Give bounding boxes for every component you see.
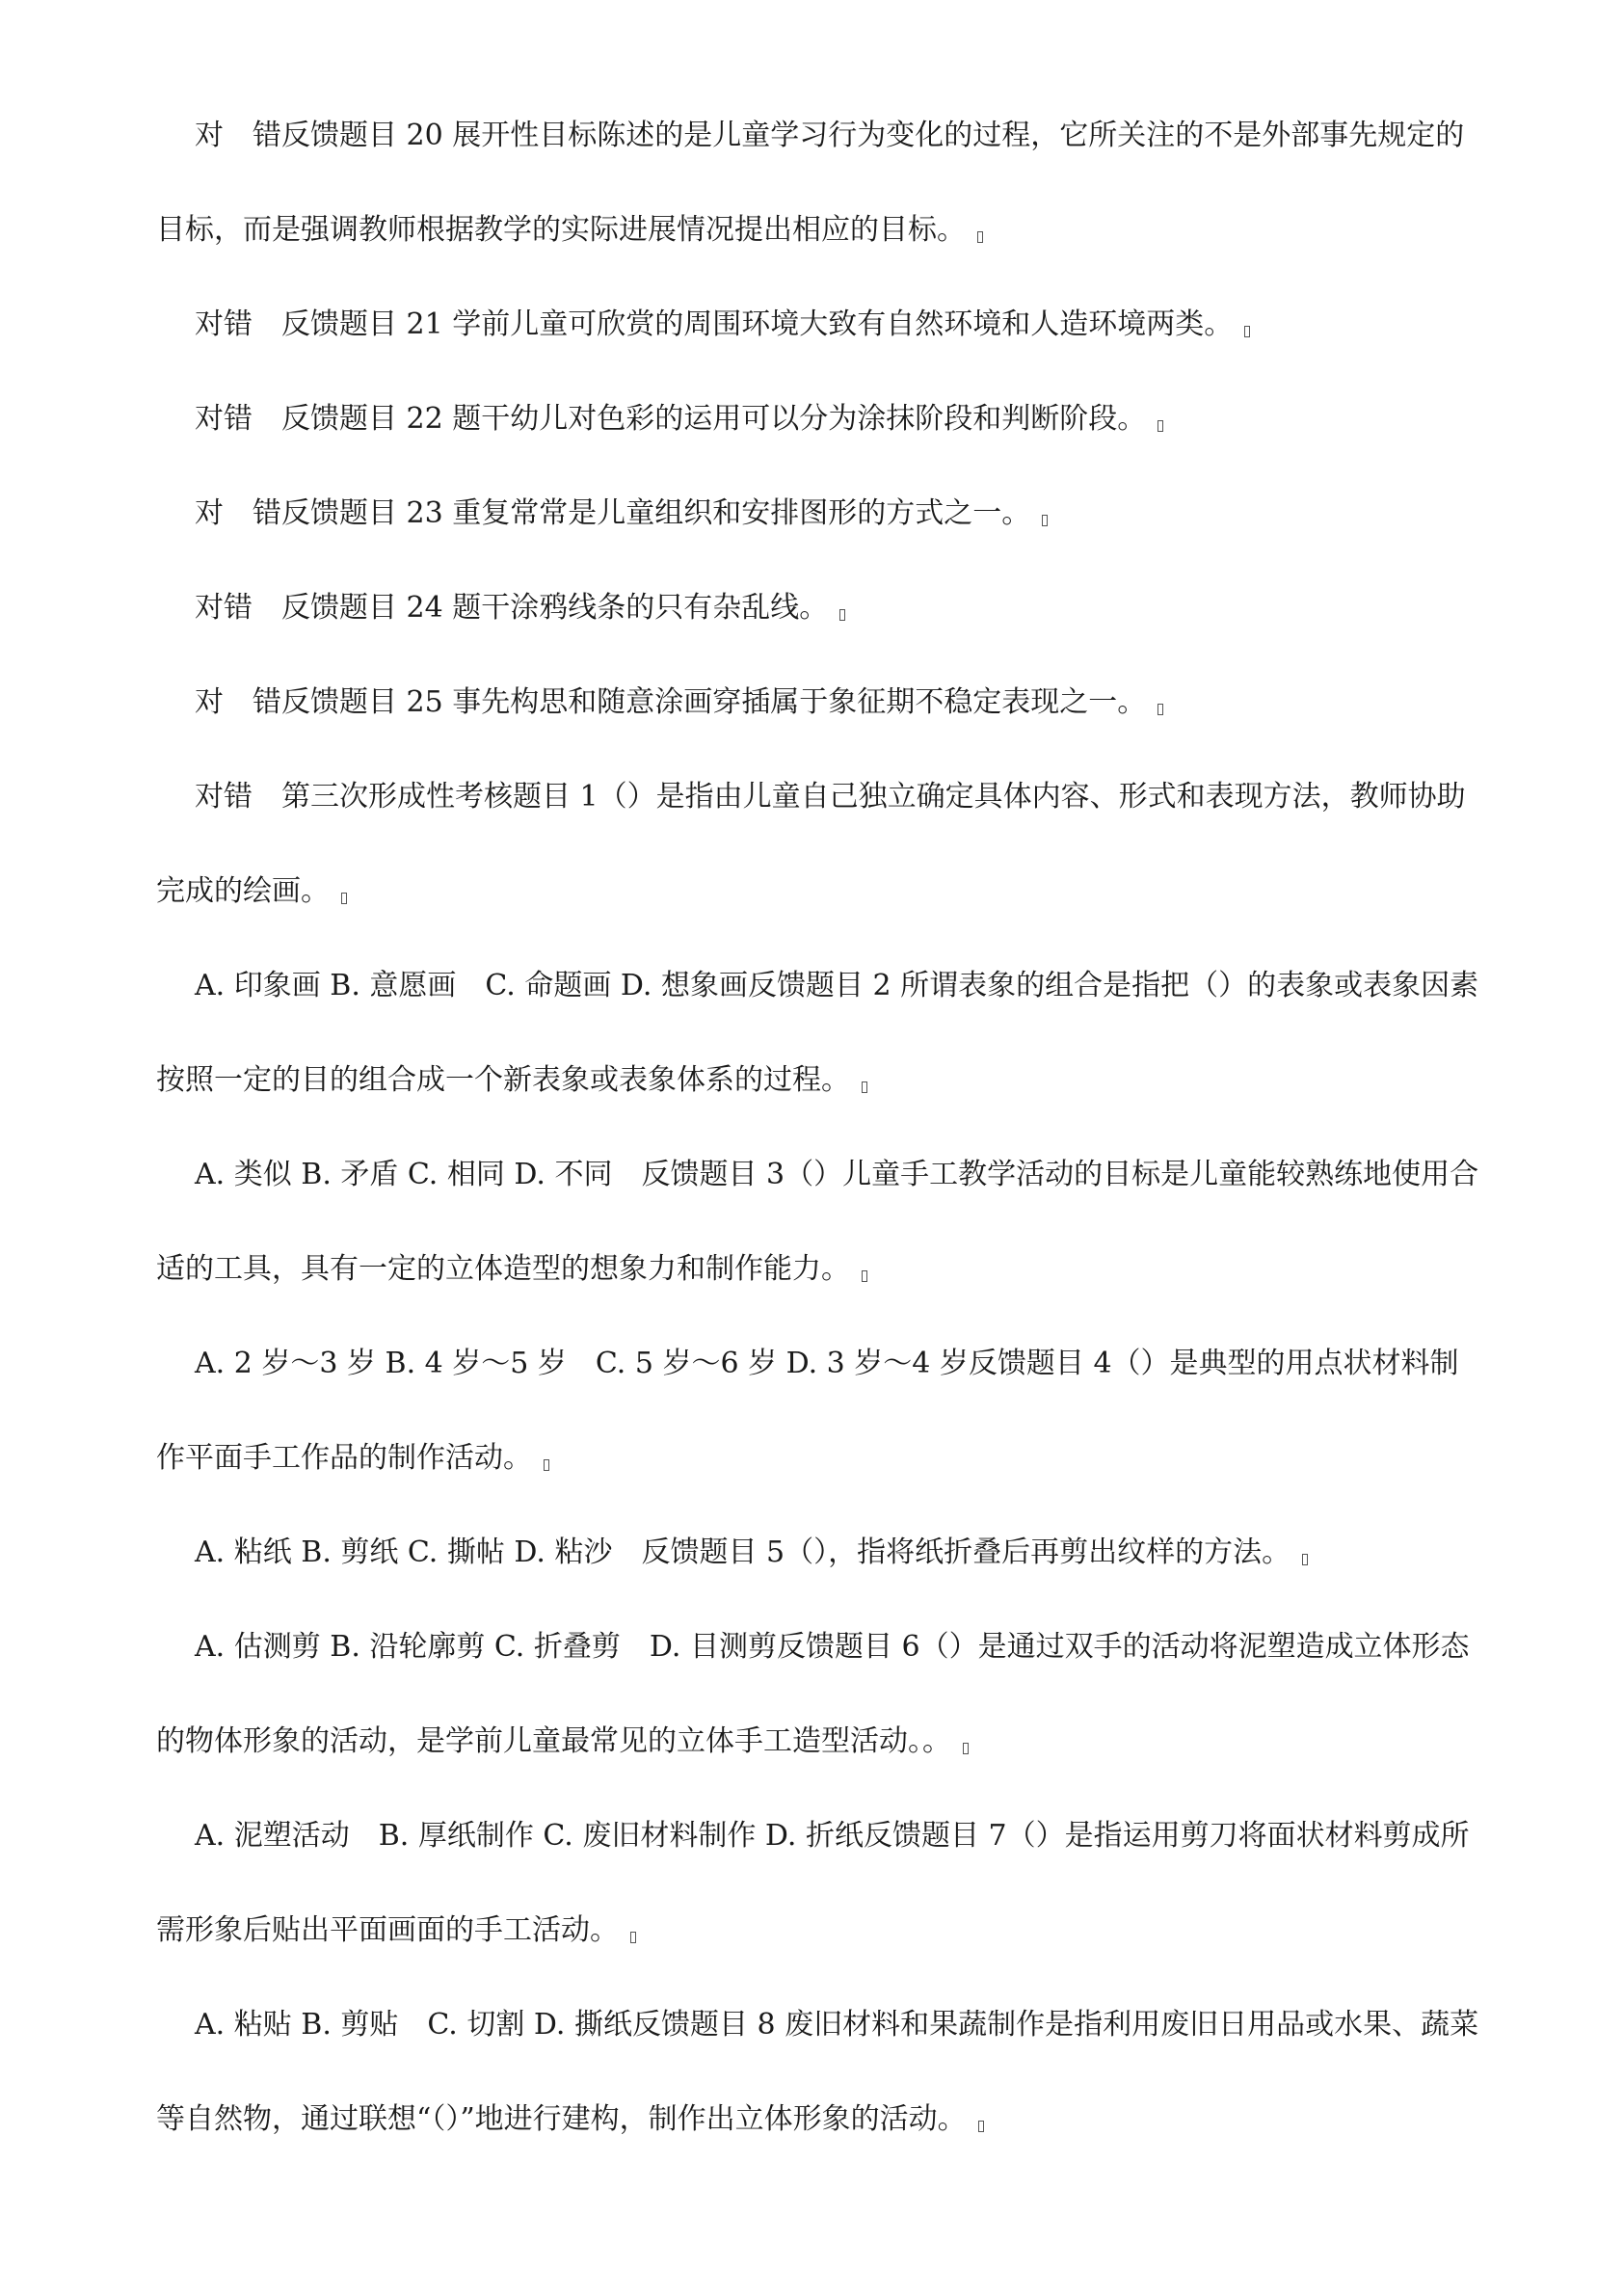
paragraph-end-mark-icon bbox=[544, 1459, 549, 1471]
paragraph-exam3-q8 bbox=[156, 1978, 1482, 2167]
paragraph-q24 bbox=[156, 561, 1482, 655]
paragraph-text: A. 粘贴 B. 剪贴 C. 切割 D. 撕纸反馈题目 8 废旧材料和果蔬制作是指利用废旧日用品或水果、蔬菜等自然物，通过联想“（）”地进行建构，制作出立体形象的活动。 bbox=[156, 2008, 1479, 2136]
paragraph-text: 对错 第三次形成性考核题目 1（）是指由儿童自己独立确定具体内容、形式和表现方法，教师协助完成的绘画。 bbox=[156, 780, 1466, 908]
paragraph-text: 对错 反馈题目 24 题干涂鸦线条的只有杂乱线。 bbox=[195, 591, 829, 625]
paragraph-end-mark-icon bbox=[1244, 326, 1250, 337]
paragraph-q25 bbox=[156, 655, 1482, 750]
paragraph-end-mark-icon bbox=[630, 1932, 636, 1943]
paragraph-exam3-q6 bbox=[156, 1600, 1482, 1789]
paragraph-exam3-q7 bbox=[156, 1789, 1482, 1978]
paragraph-end-mark-icon bbox=[839, 609, 845, 621]
paragraph-end-mark-icon bbox=[1042, 515, 1048, 526]
paragraph-end-mark-icon bbox=[862, 1270, 867, 1282]
paragraph-text: 对 错反馈题目 20 展开性目标陈述的是儿童学习行为变化的过程，它所关注的不是外部事先规定的目标，而是强调教师根据教学的实际进展情况提出相应的目标。 bbox=[156, 119, 1465, 247]
paragraph-text: 对错 反馈题目 22 题干幼儿对色彩的运用可以分为涂抹阶段和判断阶段。 bbox=[195, 402, 1147, 436]
paragraph-end-mark-icon bbox=[862, 1081, 867, 1093]
paragraph-q21 bbox=[156, 278, 1482, 372]
paragraph-exam3-q1 bbox=[156, 750, 1482, 939]
paragraph-exam3-q3 bbox=[156, 1128, 1482, 1317]
paragraph-text: 对 错反馈题目 25 事先构思和随意涂画穿插属于象征期不稳定表现之一。 bbox=[195, 685, 1147, 719]
paragraph-end-mark-icon bbox=[978, 2121, 984, 2132]
paragraph-text: A. 类似 B. 矛盾 C. 相同 D. 不同 反馈题目 3（）儿童手工教学活动的目标是儿童能较熟练地使用合适的工具，具有一定的立体造型的想象力和制作能力。 bbox=[156, 1158, 1479, 1286]
paragraph-end-mark-icon bbox=[977, 231, 983, 243]
paragraph-exam3-q2 bbox=[156, 939, 1482, 1128]
paragraph-text: A. 粘纸 B. 剪纸 C. 撕帖 D. 粘沙 反馈题目 5（），指将纸折叠后再剪出纹样的方法。 bbox=[195, 1535, 1291, 1569]
paragraph-end-mark-icon bbox=[963, 1743, 969, 1754]
paragraph-end-mark-icon bbox=[1157, 704, 1163, 715]
paragraph-text: A. 印象画 B. 意愿画 C. 命题画 D. 想象画反馈题目 2 所谓表象的组合是指把（）的表象或表象因素按照一定的目的组合成一个新表象或表象体系的过程。 bbox=[156, 969, 1479, 1097]
document-body bbox=[156, 89, 1482, 2167]
paragraph-exam3-q5 bbox=[156, 1506, 1482, 1600]
paragraph-q20 bbox=[156, 89, 1482, 278]
paragraph-end-mark-icon bbox=[1157, 420, 1163, 432]
paragraph-text: 对错 反馈题目 21 学前儿童可欣赏的周围环境大致有自然环境和人造环境两类。 bbox=[195, 307, 1234, 341]
paragraph-text: A. 估测剪 B. 沿轮廓剪 C. 折叠剪 D. 目测剪反馈题目 6（）是通过双手的活动将泥塑造成立体形态的物体形象的活动，是学前儿童最常见的立体手工造型活动。。 bbox=[156, 1630, 1470, 1758]
paragraph-end-mark-icon bbox=[1302, 1554, 1308, 1565]
paragraph-exam3-q4 bbox=[156, 1317, 1482, 1506]
paragraph-q23 bbox=[156, 467, 1482, 561]
paragraph-text: 对 错反馈题目 23 重复常常是儿童组织和安排图形的方式之一。 bbox=[195, 496, 1031, 530]
paragraph-end-mark-icon bbox=[341, 893, 347, 904]
paragraph-q22 bbox=[156, 372, 1482, 467]
paragraph-text: A. 2 岁～3 岁 B. 4 岁～5 岁 C. 5 岁～6 岁 D. 3 岁～4 岁反馈题目 4（）是典型的用点状材料制作平面手工作品的制作活动。 bbox=[156, 1347, 1459, 1475]
paragraph-text: A. 泥塑活动 B. 厚纸制作 C. 废旧材料制作 D. 折纸反馈题目 7（）是指运用剪刀将面状材料剪成所需形象后贴出平面画面的手工活动。 bbox=[156, 1819, 1470, 1947]
